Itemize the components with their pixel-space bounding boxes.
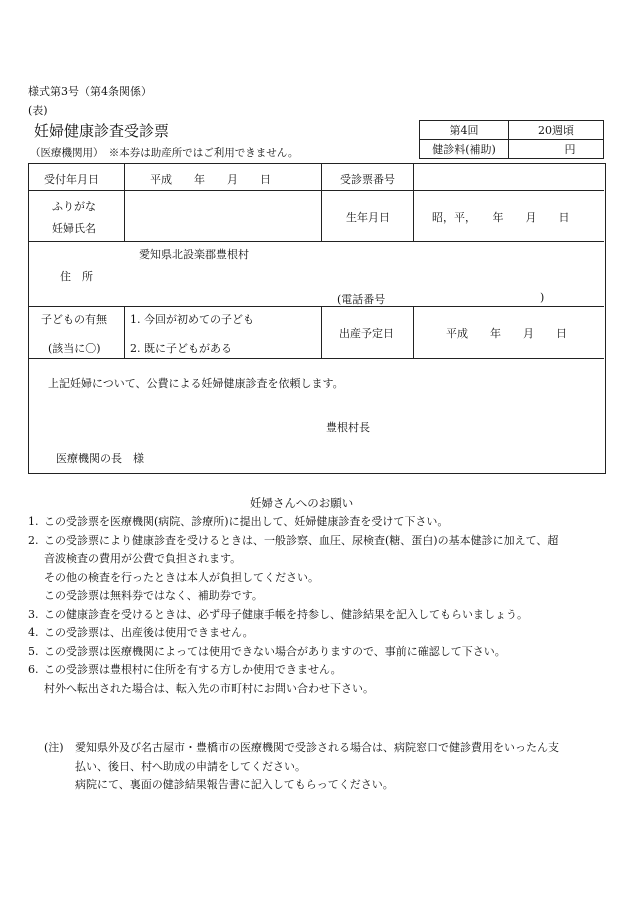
list-item — [28, 624, 608, 643]
divider — [28, 306, 604, 307]
item-number: 2. — [28, 533, 39, 547]
ticket-number-field[interactable] — [420, 166, 600, 186]
divider — [321, 306, 322, 358]
item-text: 村外へ転出された場合は、転入先の市町村にお問い合わせ下さい。 — [44, 681, 374, 695]
item-number: 5. — [28, 644, 39, 658]
issuer: 豊根村長 — [326, 421, 370, 434]
divider — [413, 306, 414, 358]
divider — [124, 163, 125, 241]
fee-label: 健診料(補助) — [420, 140, 509, 159]
item-text: その他の検査を行ったときは本人が負担してください。 — [44, 570, 319, 584]
addressee: 医療機関の長 様 — [56, 452, 144, 465]
due-date-value[interactable]: 平成 年 月 日 — [446, 327, 567, 340]
notes-list — [28, 513, 608, 698]
footnote-line-1: 愛知県外及び名古屋市・豊橋市の医療機関で受診される場合は、病院窓口で健診費用をいったん支 — [75, 741, 559, 754]
footnote — [44, 739, 559, 795]
address-label: 住 所 — [60, 270, 93, 283]
item-text: この受診票を医療機関(病院、診療所)に提出して、妊婦健康診査を受けて下さい。 — [44, 515, 449, 528]
list-item — [28, 587, 608, 606]
item-text: この受診票は豊根村に住所を有する方しか使用できません。 — [44, 663, 342, 676]
notes-heading: 妊婦さんへのお願い — [250, 496, 354, 510]
form-id: 様式第3号（第4条関係） — [28, 85, 152, 98]
name-label: 妊婦氏名 — [52, 222, 96, 235]
divider — [28, 190, 604, 191]
list-item — [28, 606, 608, 625]
list-item — [28, 661, 608, 680]
footnote-line-3: 病院にて、裏面の健診結果報告書に記入してもらってください。 — [75, 778, 394, 791]
ticket-number-label: 受診票番号 — [340, 173, 395, 186]
divider — [321, 163, 322, 241]
form-subtitle: （医療機関用） ※本券は助産所ではご利用できません。 — [30, 147, 299, 159]
round-cell: 第4回 — [420, 121, 509, 140]
item-text: この受診票により健康診査を受けるときは、一般診察、血圧、尿検査(糖、蛋白)の基本健診に加えて、超 — [44, 533, 559, 547]
item-number: 6. — [28, 663, 39, 676]
fee-unit: 円 — [509, 140, 604, 159]
item-text: この受診票は医療機関によっては使用できない場合がありますので、事前に確認して下さい。 — [44, 644, 506, 658]
list-item — [28, 532, 608, 551]
address-value[interactable]: 愛知県北設楽郡豊根村 — [139, 248, 249, 261]
children-option-1[interactable]: 1. 今回が初めての子ども — [130, 313, 254, 326]
info-box — [419, 120, 604, 159]
list-item — [28, 643, 608, 662]
list-item — [28, 513, 608, 532]
list-item — [28, 680, 608, 699]
reception-date-label: 受付年月日 — [44, 173, 99, 186]
side-label: (表) — [28, 104, 48, 117]
page-title: 妊婦健康診査受診票 — [34, 122, 170, 140]
item-text: この受診票は無料券ではなく、補助券です。 — [44, 589, 263, 602]
divider — [413, 163, 414, 241]
list-item — [28, 569, 608, 588]
name-field[interactable] — [130, 194, 315, 238]
divider — [28, 241, 604, 242]
list-item — [28, 550, 608, 569]
birth-value[interactable]: 昭，平， 年 月 日 — [432, 211, 570, 224]
footnote-line-2: 払い、後日、村へ助成の申請をしてください。 — [75, 759, 306, 773]
request-text: 上記妊婦について、公費による妊婦健康診査を依頼します。 — [48, 377, 344, 390]
children-hint: (該当に〇) — [48, 342, 101, 355]
reception-date-value[interactable]: 平成 年 月 日 — [150, 173, 271, 186]
footnote-mark: (注) — [44, 741, 64, 754]
divider — [124, 306, 125, 358]
furigana-label: ふりがな — [52, 200, 96, 213]
item-text: 音波検査の費用が公費で負担されます。 — [44, 552, 242, 565]
item-text: この健康診査を受けるときは、必ず母子健康手帳を持参し、健診結果を記入してもらいましょう。 — [44, 607, 528, 621]
item-number: 3. — [28, 607, 39, 621]
children-option-2[interactable]: 2. 既に子どもがある — [130, 342, 232, 355]
weeks-cell: 20週頃 — [509, 121, 604, 140]
item-number: 4. — [28, 626, 39, 639]
children-label: 子どもの有無 — [41, 313, 107, 326]
item-text: この受診票は、出産後は使用できません。 — [44, 626, 254, 639]
divider — [28, 358, 604, 359]
birth-label: 生年月日 — [346, 211, 390, 224]
due-date-label: 出産予定日 — [339, 327, 394, 340]
item-number: 1. — [28, 515, 39, 528]
phone-close: ) — [540, 291, 545, 304]
phone-label: (電話番号 — [337, 293, 386, 306]
